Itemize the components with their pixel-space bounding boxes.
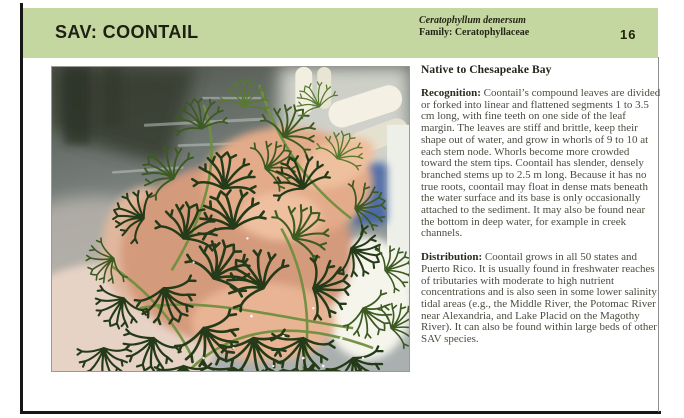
recognition-label: Recognition:	[421, 87, 481, 99]
page-title: SAV: COONTAIL	[55, 22, 199, 42]
page-edge-bottom	[20, 411, 661, 414]
species-name: Ceratophyllum demersum	[419, 15, 526, 26]
distribution-label: Distribution:	[421, 251, 483, 264]
header-bar	[23, 8, 658, 58]
coontail-photo-art	[52, 67, 409, 371]
recognition-paragraph	[421, 88, 661, 240]
family-name: Family: Ceratophyllaceae	[419, 26, 530, 38]
distribution-text: Coontail grows in all 50 states and Puerto Rico. It is usually found in freshwater reaches of tributaries with moderate to high nutrient concentrations and is also seen in some lower salinity tidal areas (e.g., the Middle River, the Potomac River near Alexandria, and Lake Placid on the Magothy River). It can also be found within large beds of other SAV species.	[421, 251, 657, 346]
taxonomy-block	[419, 15, 529, 38]
recognition-text: Coontail’s compound leaves are divided or forked into linear and flattened segments 1 to 3.5 cm long, with fine teeth on one side of the leaf margin. The leaves are stiff and brittle, keep their shape out of water, and grow in whorls of 9 to 10 at each stem node. Whorls become more crowded toward the stem tips. Coontail has slender, densely branched stems up to 2.5 m long. Because it has no true roots, coontail may float in dense mats beneath the water surface and its base is only occasionally attached to the sediment. It may also be found near the bottom in deep water, for example in creek channels.	[421, 87, 661, 240]
coontail-photo	[51, 66, 410, 372]
description-column	[421, 64, 661, 358]
page-edge-left	[20, 3, 23, 414]
native-heading: Native to Chesapeake Bay	[421, 64, 552, 76]
distribution-paragraph	[421, 252, 661, 346]
page-number: 16	[620, 27, 637, 42]
